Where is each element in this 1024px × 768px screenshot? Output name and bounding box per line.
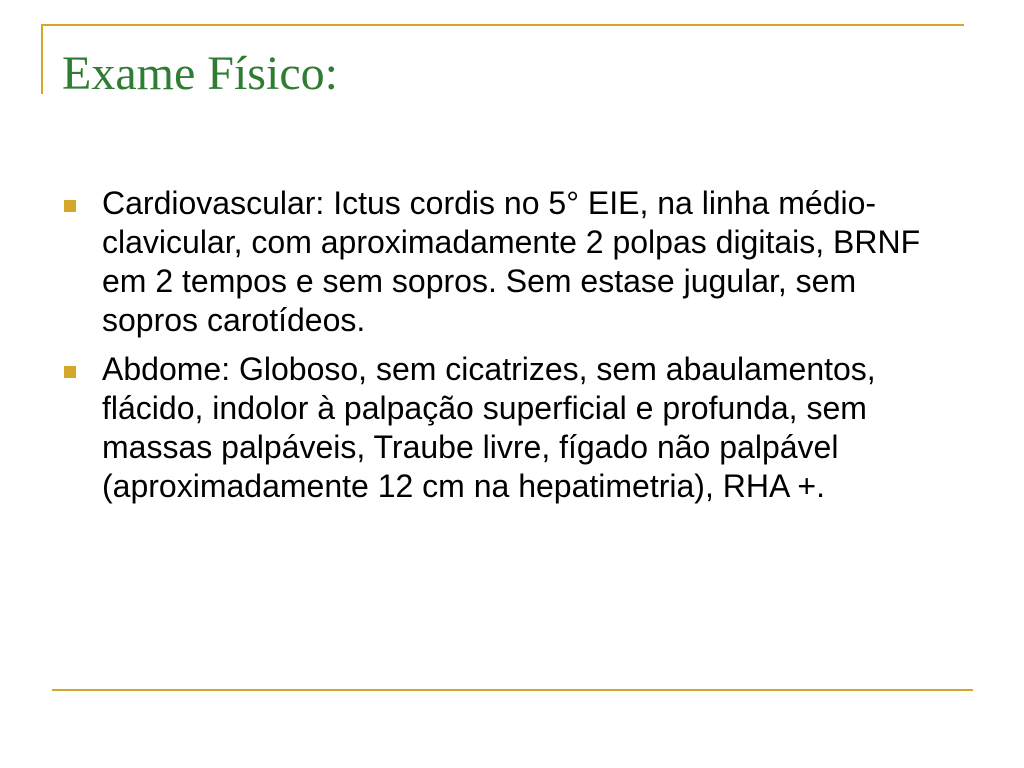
bullet-text: Abdome: Globoso, sem cicatrizes, sem abaulamentos, flácido, indolor à palpação superficial e profunda, sem massas palpáveis, Traube livre, fígado não palpável (aproximadamente 12 cm na hepatimetria), RHA +.	[102, 351, 876, 504]
square-bullet-icon	[64, 366, 76, 378]
square-bullet-icon	[64, 200, 76, 212]
bullet-list	[60, 184, 940, 516]
bullet-item-abdome	[60, 350, 940, 506]
left-rule	[41, 24, 43, 94]
slide-title: Exame Físico:	[62, 47, 338, 100]
bullet-text: Cardiovascular: Ictus cordis no 5° EIE, na linha médio-clavicular, com aproximadamente 2 polpas digitais, BRNF em 2 tempos e sem sopros. Sem estase jugular, sem sopros carotídeos.	[102, 185, 921, 338]
bottom-rule	[52, 689, 973, 691]
top-rule	[43, 24, 964, 26]
bullet-item-cardiovascular	[60, 184, 940, 340]
